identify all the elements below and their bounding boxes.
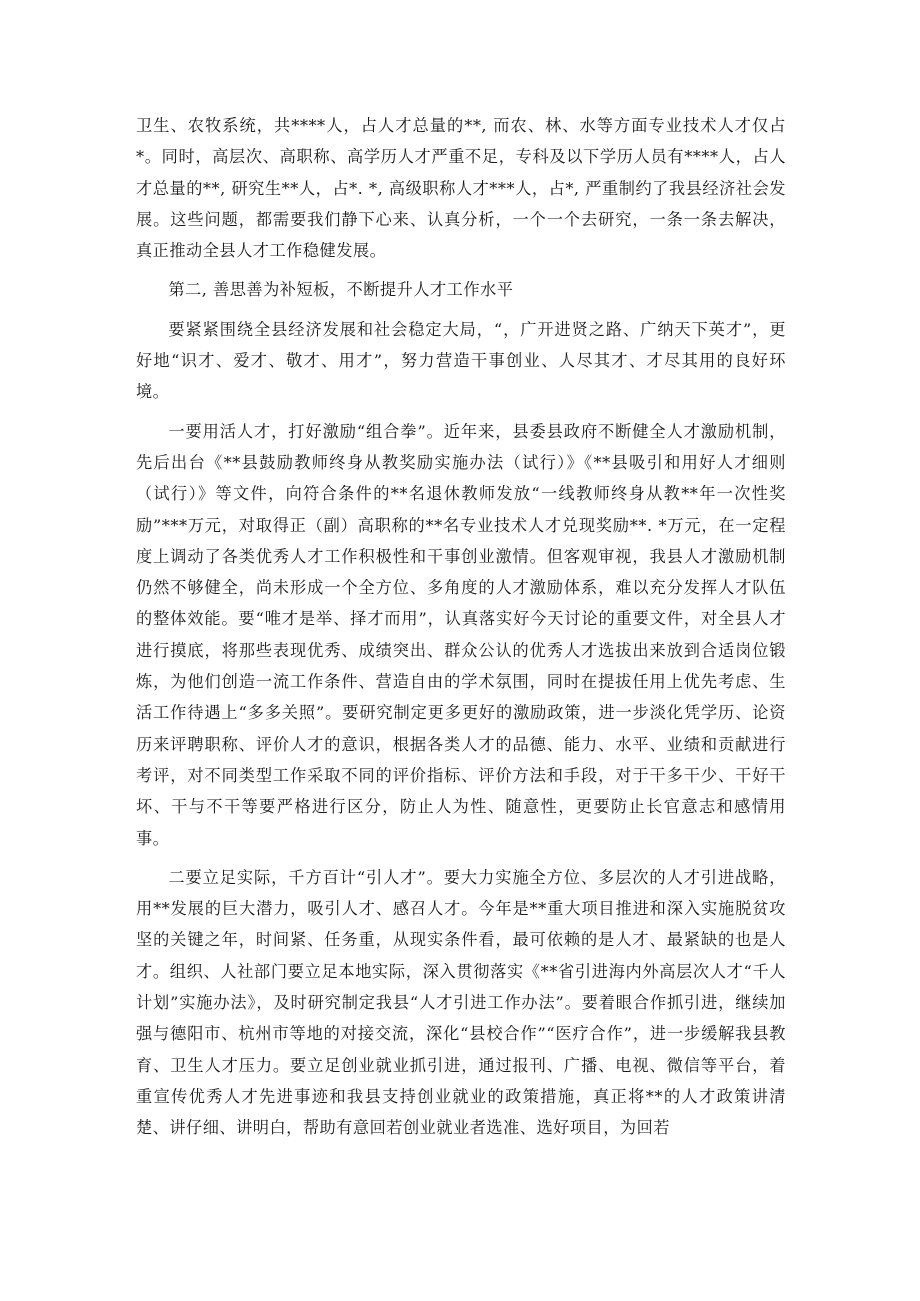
paragraph-continuation: 卫生、农牧系统，共****人，占人才总量的**, 而农、林、水等方面专业技术人才仅占*。同时，高层次、高职称、高学历人才严重不足，专科及以下学历人员有****人，占人才总量的**, 研究生**人，占*. *, 高级职称人才***人，占*, 严重制约了我县经济社会发展。这些问题，都需要我们静下心来、认真分析，一个一个去研究，一条一条去解决，真正推动全县人才工作稳健发展。 bbox=[136, 116, 786, 261]
paragraph-incentive: 一要用活人才，打好激励“组合拳”。近年来，县委县政府不断健全人才激励机制，先后出台《**县鼓励教师终身从教奖励实施办法（试行）》《**县吸引和用好人才细则（试行）》等文件，向符合条件的**名退休教师发放“一线教师终身从教**年一次性奖励”***万元，对取得正（副）高职称的**名专业技术人才兑现奖励**. *万元，在一定程度上调动了各类优秀人才工作积极性和干事创业激情。但客观审视，我县人才激励机制仍然不够健全，尚未形成一个全方位、多角度的人才激励体系，难以充分发挥人才队伍的整体效能。要“唯才是举、择才而用”，认真落实好今天讨论的重要文件，对全县人才进行摸底，将那些表现优秀、成绩突出、群众公认的优秀人才选拔出来放到合适岗位锻炼，为他们创造一流工作条件、营造自由的学术氛围，同时在提拔任用上优先考虑、生活工作待遇上“多多关照”。要研究制定更多更好的激励政策，进一步淡化凭学历、论资历来评聘职称、评价人才的意识，根据各类人才的品德、能力、水平、业绩和贡献进行考评，对不同类型工作采取不同的评价指标、评价方法和手段，对于干多干少、干好干坏、干与不干等要严格进行区分，防止人为性、随意性，更要防止长官意志和感情用事。 bbox=[136, 421, 786, 848]
paragraph-intro: 要紧紧围绕全县经济发展和社会稳定大局，“，广开进贤之路、广纳天下英才”，更好地“识才、爱才、敬才、用才”，努力营造干事创业、人尽其才、才尽其用的良好环境。 bbox=[136, 319, 786, 402]
document-page bbox=[136, 110, 786, 1144]
section-heading: 第二, 善思善为补短板，不断提升人才工作水平 bbox=[168, 280, 514, 300]
paragraph-recruitment: 二要立足实际，千方百计“引人才”。要大力实施全方位、多层次的人才引进战略，用**发展的巨大潜力，吸引人才、感召人才。今年是**重大项目推进和深入实施脱贫攻坚的关键之年，时间紧、任务重，从现实条件看，最可依赖的是人才、最紧缺的也是人才。组织、人社部门要立足本地实际，深入贯彻落实《**省引进海内外高层次人才“千人计划”实施办法》，及时研究制定我县“人才引进工作办法”。要着眼合作抓引进，继续加强与德阳市、杭州市等地的对接交流，深化“县校合作”“医疗合作”，进一步缓解我县教育、卫生人才压力。要立足创业就业抓引进，通过报刊、广播、电视、微信等平台，着重宣传优秀人才先进事迹和我县支持创业就业的政策措施，真正将**的人才政策讲清楚、讲仔细、讲明白，帮助有意回若创业就业者选准、选好项目，为回若 bbox=[136, 867, 786, 1138]
